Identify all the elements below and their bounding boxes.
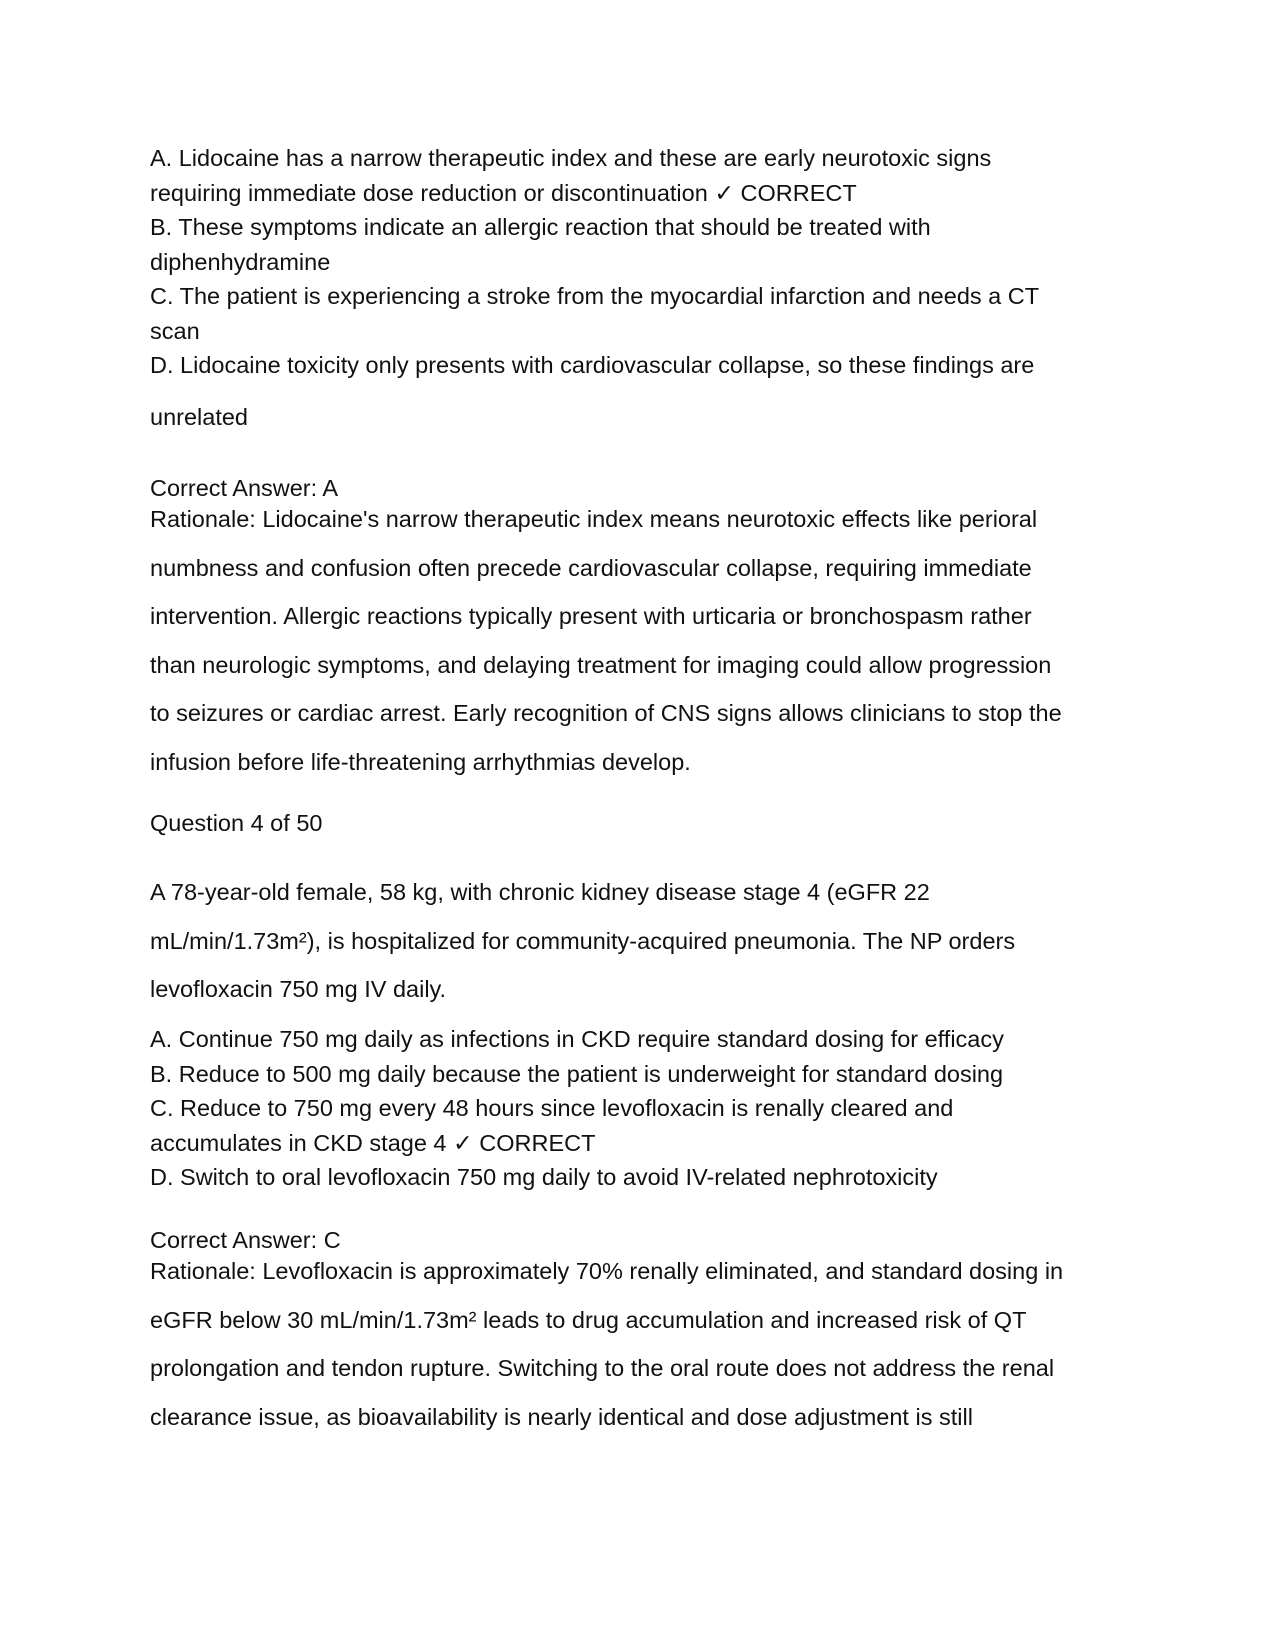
q3-rationale-line: Rationale: Lidocaine's narrow therapeutic index means neurotoxic effects like perioral: [150, 506, 1038, 532]
q4-stem-line: levofloxacin 750 mg IV daily.: [150, 976, 447, 1002]
document-page: [150, 0, 1125, 1650]
q4-option-d: D. Switch to oral levofloxacin 750 mg daily to avoid IV-related nephrotoxicity: [150, 1164, 938, 1190]
q3-correct-answer: Correct Answer: A: [150, 475, 339, 501]
q3-rationale-line: intervention. Allergic reactions typically present with urticaria or bronchospasm rather: [150, 603, 1032, 629]
q3-rationale-line: to seizures or cardiac arrest. Early recognition of CNS signs allows clinicians to stop the: [150, 700, 1062, 726]
q4-option-c-line-1: C. Reduce to 750 mg every 48 hours since levofloxacin is renally cleared and: [150, 1095, 954, 1121]
q4-rationale-line: Rationale: Levofloxacin is approximately 70% renally eliminated, and standard dosing in: [150, 1258, 1064, 1284]
q4-stem-line: A 78-year-old female, 58 kg, with chronic kidney disease stage 4 (eGFR 22: [150, 879, 930, 905]
q3-option-a-line-2: requiring immediate dose reduction or discontinuation ✓ CORRECT: [150, 179, 857, 206]
q3-option-b-line-1: B. These symptoms indicate an allergic reaction that should be treated with: [150, 214, 931, 240]
q3-option-c-line-2: scan: [150, 317, 200, 344]
q3-option-a-line-1: A. Lidocaine has a narrow therapeutic index and these are early neurotoxic signs: [150, 145, 992, 171]
q4-rationale-line: prolongation and tendon rupture. Switching to the oral route does not address the renal: [150, 1355, 1055, 1381]
q4-options: [150, 1022, 1125, 1195]
q4-stem-line: mL/min/1.73m²), is hospitalized for community-acquired pneumonia. The NP orders: [150, 927, 1016, 954]
q4-rationale-line: eGFR below 30 mL/min/1.73m² leads to drug accumulation and increased risk of QT: [150, 1306, 1027, 1333]
q4-option-a: A. Continue 750 mg daily as infections in CKD require standard dosing for efficacy: [150, 1026, 1004, 1052]
q3-rationale-line: infusion before life-threatening arrhythmias develop.: [150, 748, 691, 775]
q4-rationale: [150, 1247, 1125, 1441]
q3-option-d-line-2: unrelated: [150, 404, 248, 430]
q3-option-c-line-1: C. The patient is experiencing a stroke from the myocardial infarction and needs a CT: [150, 283, 1040, 309]
q4-stem: [150, 868, 1125, 1014]
q4-header-block: [150, 806, 1125, 841]
q3-rationale: [150, 495, 1125, 786]
q3-rationale-line: than neurologic symptoms, and delaying treatment for imaging could allow progression: [150, 651, 1052, 678]
q4-correct-answer: Correct Answer: C: [150, 1227, 341, 1253]
q3-option-d-tail-block: [150, 393, 1125, 442]
q3-option-b-line-2: diphenhydramine: [150, 248, 331, 275]
q4-option-b: B. Reduce to 500 mg daily because the patient is underweight for standard dosing: [150, 1060, 1004, 1087]
question-header: Question 4 of 50: [150, 810, 323, 836]
q4-rationale-line: clearance issue, as bioavailability is nearly identical and dose adjustment is still: [150, 1403, 973, 1430]
q3-rationale-line: numbness and confusion often precede cardiovascular collapse, requiring immediate: [150, 554, 1032, 581]
q3-option-d-line-1: D. Lidocaine toxicity only presents with cardiovascular collapse, so these findings are: [150, 352, 1035, 378]
q3-options: [150, 141, 1125, 383]
q4-option-c-line-2: accumulates in CKD stage 4 ✓ CORRECT: [150, 1129, 596, 1156]
